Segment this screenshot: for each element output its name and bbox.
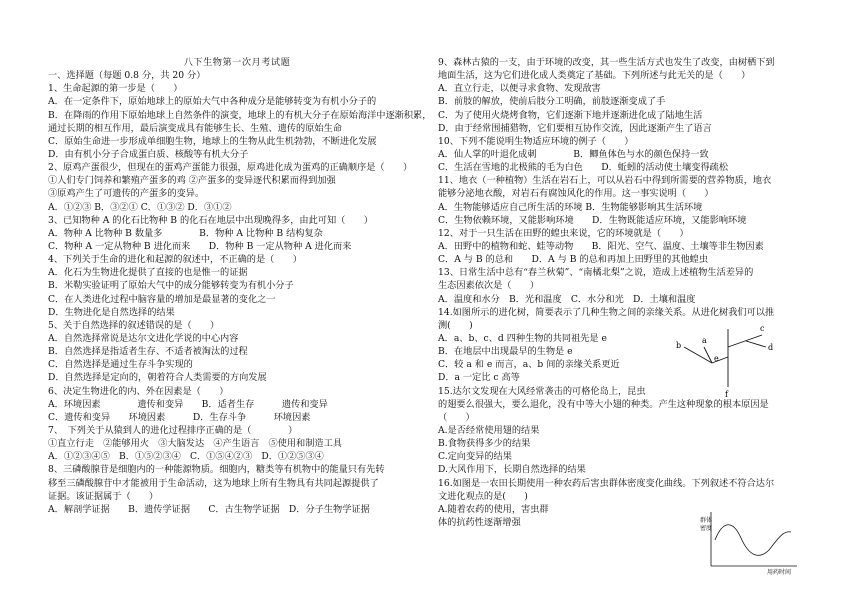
tree-label-f: f: [725, 390, 728, 399]
question-line: C．生物依赖环境，又能影响环境 D．生物既能适应环境，又能影响环境: [438, 214, 747, 226]
question-line: 2、原鸡产蛋很少，但现在的蛋鸡产蛋能力很强，原鸡进化成为蛋鸡的正确顺序是（ ）: [48, 162, 413, 174]
question-line: 能够分泌地衣酸，对岩石有腐蚀风化的作用。这一事实说明（ ）: [438, 188, 714, 200]
question-line: 测( ): [438, 319, 473, 331]
question-line: D．由于经常围捕猎物，它们要相互协作交流，因此逐渐产生了语言: [438, 122, 712, 134]
exam-title: 八下生物第一次月考试题: [183, 57, 291, 68]
question-line: 9、森林古猿的一支，由于环境的改变，其一些生活方式也发生了改变，由树栖下到: [438, 57, 775, 68]
section-heading: 一、选择题（每题 0.8 分，共 20 分）: [48, 70, 206, 82]
question-line: 6、决定生物进化的内、外在因素是（ ）: [48, 385, 229, 397]
question-line: D．自然选择是定向的，朝着符合人类需要的方向发展: [48, 372, 267, 384]
question-line: C．A 与 B 的总和 D．A 与 B 的总和再加上田野里的其他蝗虫: [438, 254, 709, 266]
question-line: A．田野中的植物和蛇、蛙等动物 B．阳光、空气、温度、土壤等非生物因素: [438, 240, 764, 252]
question-line: A．①②③④⑤ B．①⑤②③④ C．①⑤④②③ D．①②⑤③④: [48, 451, 324, 463]
tree-label-e: e: [714, 354, 719, 363]
question-line: 证据。该证据属于（ ）: [48, 490, 159, 502]
question-line: A．化石为生物进化提供了直接的也是惟一的证据: [48, 267, 248, 279]
question-line: B．在地层中出现最早的生物是 e: [438, 346, 573, 358]
question-line: A.是否经常使用翅的结果: [438, 424, 540, 436]
question-line: 16.如图是一农田长期使用一种农药后害虫群体密度变化曲线。下列叙述不符合达尔: [438, 477, 775, 489]
question-line: （ ）: [438, 411, 475, 423]
question-line: 文进化观点的是( ): [438, 490, 528, 502]
question-line: 8、三磷酸腺苷是细胞内的一种能源物质。细胞内，糖类等有机物中的能量只有先转: [48, 464, 385, 476]
question-line: A．仙人掌的叶退化成刺 B．鲫鱼体色与水的颜色保持一致: [438, 148, 709, 160]
question-line: C．物种 A 一定从物种 B 进化而来 D．物种 B 一定从物种 A 进化而来: [48, 240, 352, 252]
question-line: D.大风作用下，长期自然选择的结果: [438, 464, 586, 476]
question-line: 15.达尔文发现在大风经常袭击的可格伦岛上，昆虫: [438, 385, 646, 397]
tree-label-b: b: [676, 341, 682, 350]
question-line: 移至三磷酸腺苷中才能被用于生命活动，这为地球上所有生物具有共同起源提供了: [48, 477, 379, 489]
question-line: 4、下列关于生命的进化和起源的叙述中，不正确的是（ ）: [48, 254, 302, 266]
question-line: 7、 下列关于从猿到人的进化过程排序正确的是（ ）: [48, 424, 298, 436]
question-line: 1、生命起源的第一步是（ ）: [48, 83, 183, 95]
question-line: A．生物能够适应自己所生活的环境 B．生物能够影响其生活环境: [438, 201, 703, 213]
question-line: C．生活在雪地的北极熊的毛为白色 D．蚯蚓的活动使土壤变得疏松: [438, 162, 729, 174]
question-line: 地面生活，这为它们进化成人类奠定了基础。下列所述与此无关的是（ ）: [438, 70, 751, 82]
question-line: C．原始生命进一步形成单细胞生物，地球上的生物从此生机勃勃，不断进化发展: [48, 135, 377, 147]
question-line: ①人们专门饲养和繁殖产蛋多的鸡 ②产蛋多的变异逐代积累而得到加强: [48, 175, 336, 187]
graph-ylabel-2: 密度: [700, 525, 713, 532]
question-line: C.定向变异的结果: [438, 451, 512, 463]
question-line: 10、下列不能说明生物适应环境的例子（ ）: [438, 135, 634, 147]
question-line: A．解剖学证据 B．遗传学证据 C．古生物学证据 D．分子生物学证据: [48, 503, 370, 515]
question-line: D．由有机小分子合成蛋白质、核酸等有机大分子: [48, 148, 249, 160]
evolution-tree-diagram: [668, 317, 788, 407]
right-column: [438, 56, 821, 529]
question-line: 11、地衣（一种植物）生活在岩石上，可以从岩石中得到所需要的营养物质，地衣: [438, 175, 772, 187]
tree-label-a: a: [702, 336, 707, 345]
question-line: B.食物获得多少的结果: [438, 438, 531, 450]
question-line: A．在一定条件下，原始地球上的原始大气中各种成分是能够转变为有机小分子的: [48, 96, 377, 108]
question-line: A．物种 A 比物种 B 数量多 B．物种 A 比物种 B 结构复杂: [48, 227, 323, 239]
question-line: B．在降雨的作用下原始地球上自然条件的演变，地球上的有机大分子在原始海洋中逐渐积累，: [48, 109, 432, 121]
question-line: 14.如图所示的进化树，简要表示了几种生物之间的亲缘关系。从进化树我们可以推: [438, 306, 775, 318]
question-line: 13、日常生活中总有“春兰秋菊”、“南橘北梨”之说，造成上述植物生活差异的: [438, 267, 754, 279]
question-line: A．环境因素 遗传和变异 B．适者生存 遗传和变异: [48, 398, 328, 410]
question-line: 体的抗药性逐渐增强: [438, 516, 521, 528]
question-line: 生态因素依次是（ ）: [438, 280, 540, 292]
question-line: 3、已知物种 A 的化石比物种 B 的化石在地层中出现晚得多，由此可知（ ）: [48, 214, 373, 226]
question-line: C．为了使用火烧烤食物，它们逐渐下地并逐渐进化成了陆地生活: [438, 109, 703, 121]
tree-label-d: d: [768, 343, 774, 352]
question-line: D．生物进化是自然选择的结果: [48, 306, 175, 318]
question-line: B．米勒实验证明了原始大气中的成分能够转变为有机小分子: [48, 280, 294, 292]
question-line: A．a、b、c、d 四种生物的共同祖先是 e: [438, 332, 607, 344]
question-line: B．自然选择是指适者生存、不适者被淘汰的过程: [48, 346, 248, 358]
question-line: ③原鸡产生了可遗传的产蛋多的变异。: [48, 188, 205, 200]
question-line: 12、对于一只生活在田野的蝗虫来说，它的环境就是（ ）: [438, 227, 689, 239]
question-line: A．①②③ B．③②① C．①③② D．③①②: [48, 201, 232, 213]
question-line: C．在人类进化过程中脑容量的增加是最显著的变化之一: [48, 293, 276, 305]
question-line: C．遗传和变异 环境因素 D．生存斗争 环境因素: [48, 411, 311, 423]
question-line: A．温度和水分 B．光和温度 C．水分和光 D．土壤和温度: [438, 293, 696, 305]
question-line: A．直立行走，以便寻求食物、发现敌害: [438, 83, 601, 95]
graph-ylabel-1: 群体: [700, 517, 713, 524]
pest-density-graph: [699, 510, 799, 576]
question-line: 的翅要么很强大，要么退化，没有中等大小翅的种类。产生这种现象的根本原因是: [438, 398, 769, 410]
graph-xlabel: 用药时间: [767, 569, 792, 576]
question-line: 5、关于自然选择的叙述错误的是（ ）: [48, 319, 220, 331]
question-line: 通过长期的相互作用，最后演变成具有能够生长、生殖、遗传的原始生命: [48, 122, 342, 134]
question-line: D．a 一定比 c 高等: [438, 372, 520, 384]
left-column: [48, 56, 432, 516]
tree-label-c: c: [760, 324, 765, 333]
question-line: A．自然选择常说是达尔文进化学说的中心内容: [48, 332, 239, 344]
question-line: A.随着农药的使用，害虫群: [438, 503, 549, 515]
question-line: C．自然选择是通过生存斗争实现的: [48, 359, 193, 371]
question-line: ①直立行走 ②能够用火 ③大脑发达 ④产生语言 ⑤使用和制造工具: [48, 438, 342, 450]
question-line: C．较 a 和 e 而言，a、b 间的亲缘关系更近: [438, 359, 620, 371]
question-line: B．前肢的解放，使前后肢分工明确，前肢逐渐变成了手: [438, 96, 666, 108]
